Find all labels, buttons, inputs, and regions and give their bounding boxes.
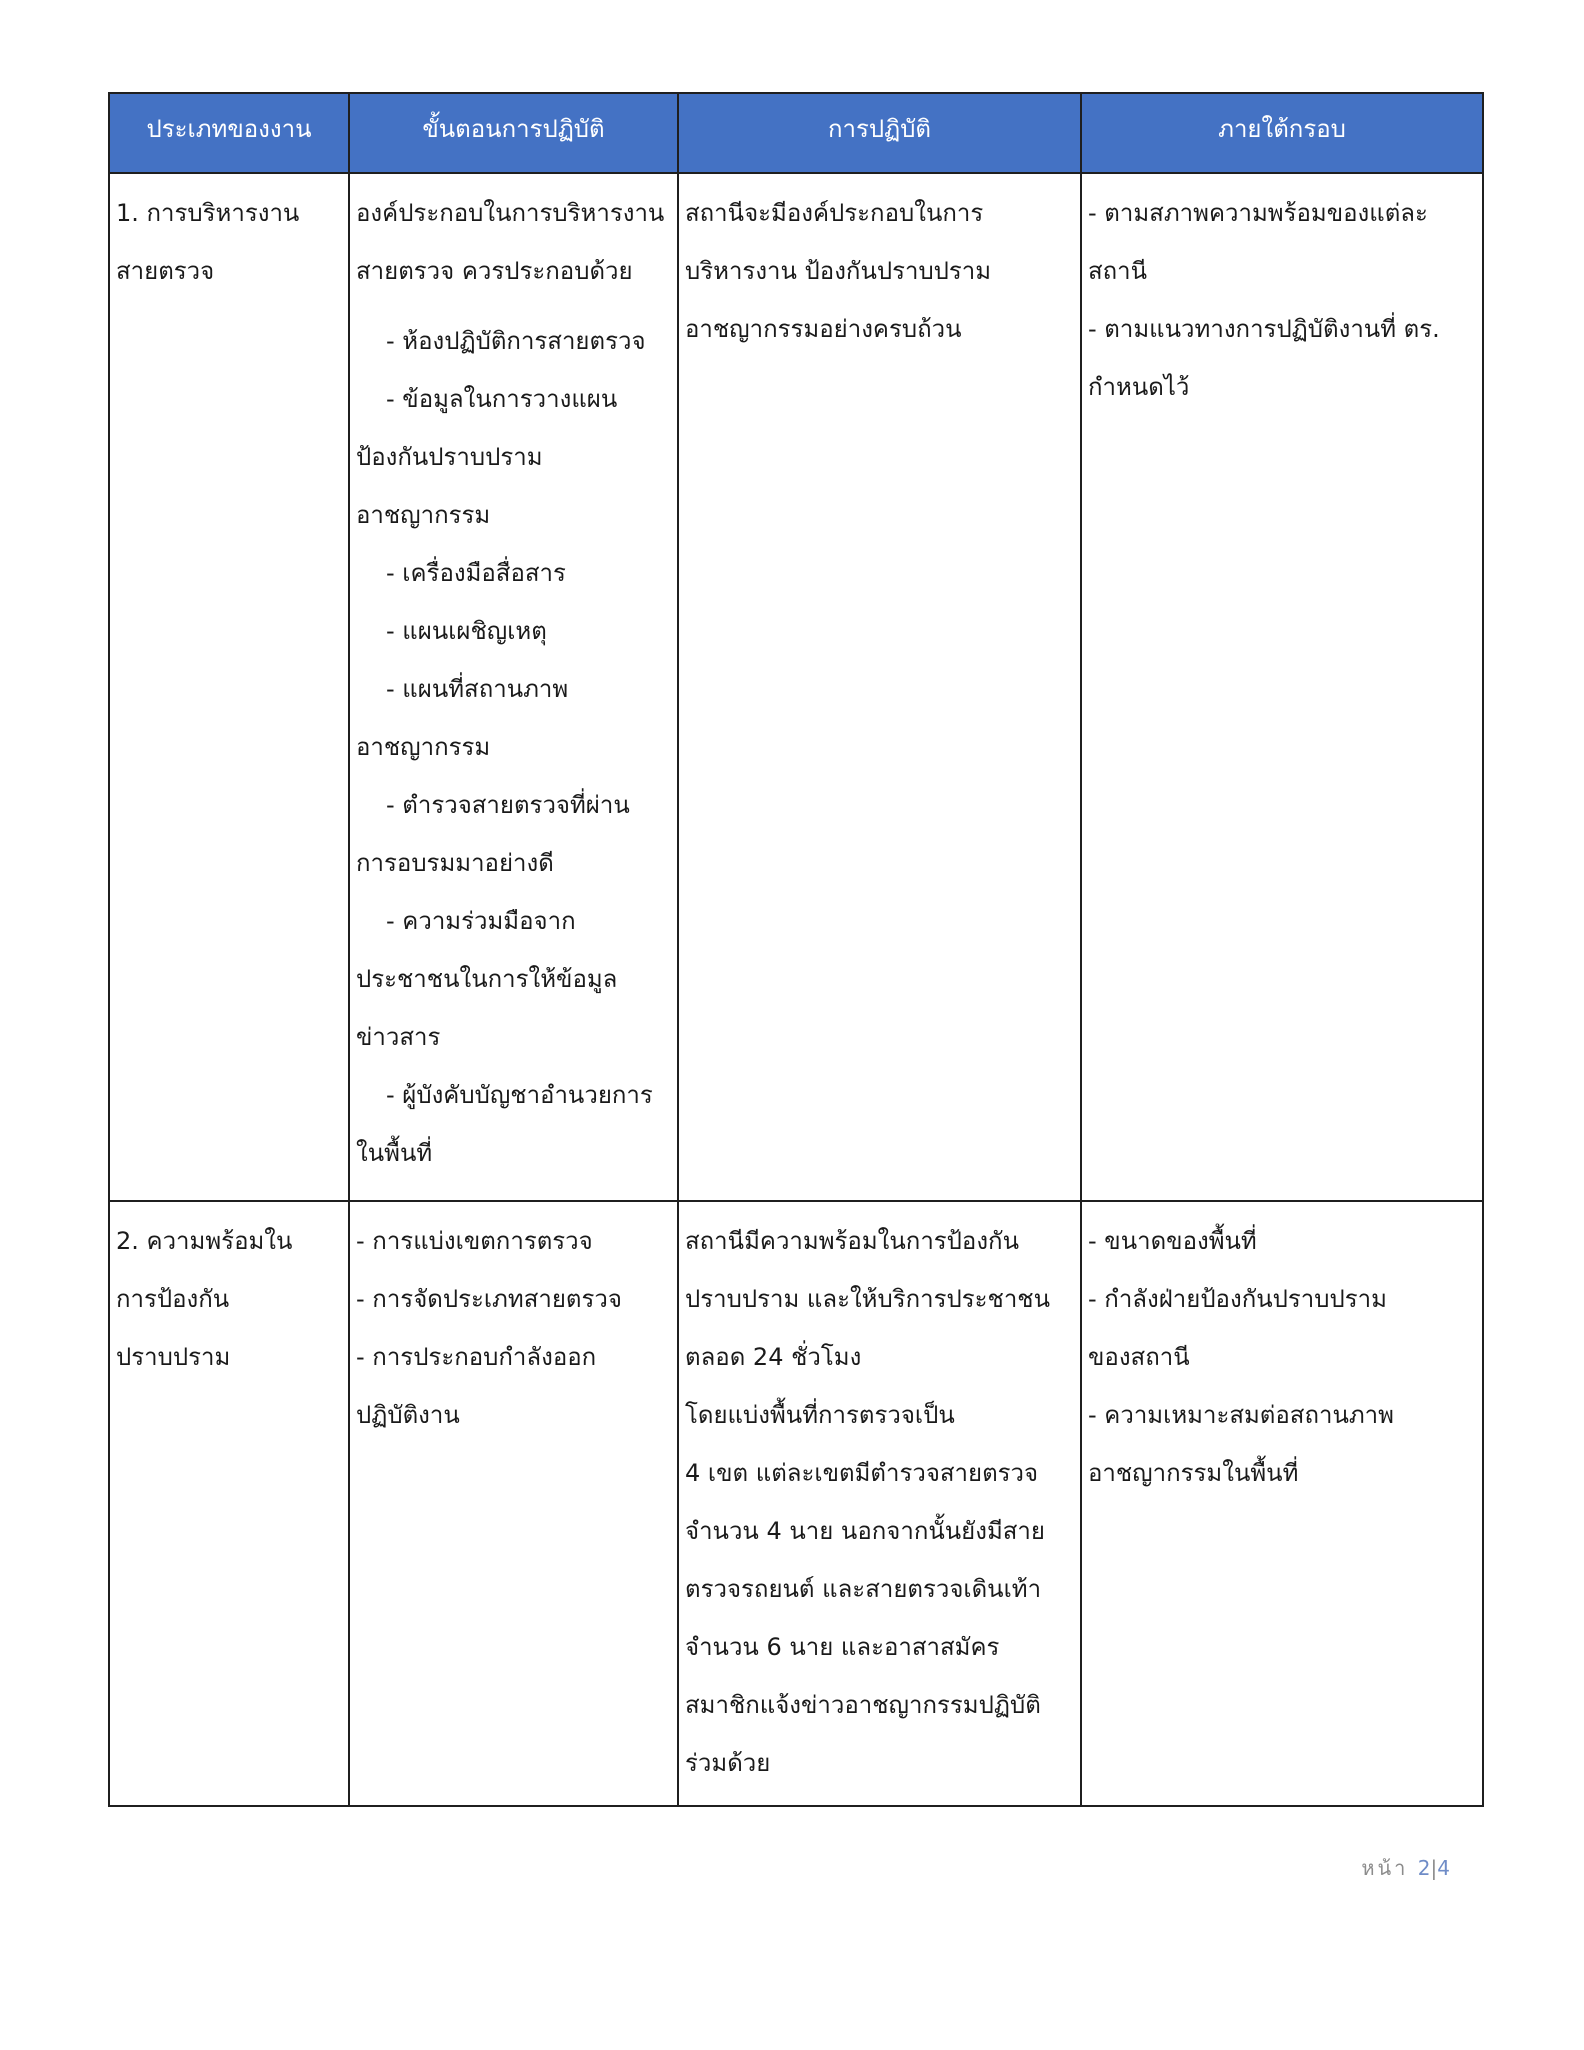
cell-text: - ขนาดของพื้นที่	[1088, 1227, 1257, 1255]
cell-text: 1. การบริหารงาน	[116, 199, 300, 227]
cell-text: - กำลังฝ่ายป้องกันปราบปราม	[1088, 1285, 1387, 1313]
cell-practice	[678, 173, 1081, 1201]
cell-practice	[678, 1201, 1081, 1806]
list-item-continuation: อาชญากรรม	[356, 733, 491, 761]
list-item: - เครื่องมือสื่อสาร	[386, 559, 566, 587]
cell-text: 4 เขต แต่ละเขตมีตำรวจสายตรวจ	[685, 1459, 1039, 1487]
table-row	[109, 1201, 1483, 1806]
header-framework: ภายใต้กรอบ	[1081, 93, 1483, 173]
cell-text: สถานีจะมีองค์ประกอบในการ	[685, 199, 984, 227]
cell-text: การป้องกัน	[116, 1285, 230, 1313]
list-item: - ข้อมูลในการวางแผน	[386, 385, 618, 413]
page-separator: |	[1430, 1856, 1438, 1880]
page-label: หน้า	[1361, 1856, 1409, 1880]
list-item-continuation: การอบรมมาอย่างดี	[356, 849, 554, 877]
cell-text: ของสถานี	[1088, 1343, 1190, 1371]
list-item: - ผู้บังคับบัญชาอำนวยการ	[386, 1081, 653, 1109]
procedure-table	[108, 92, 1484, 1807]
list-item-continuation: ป้องกันปราบปราม	[356, 443, 543, 471]
cell-text: โดยแบ่งพื้นที่การตรวจเป็น	[685, 1401, 955, 1429]
cell-text: สมาชิกแจ้งข่าวอาชญากรรมปฏิบัติ	[685, 1691, 1041, 1719]
list-item-continuation: ปฏิบัติงาน	[356, 1401, 460, 1429]
cell-text: ปราบปราม และให้บริการประชาชน	[685, 1285, 1050, 1313]
header-practice: การปฏิบัติ	[678, 93, 1081, 173]
cell-text: สถานี	[1088, 257, 1148, 285]
list-item-continuation: อาชญากรรม	[356, 501, 491, 529]
cell-text: สายตรวจ	[116, 257, 215, 285]
cell-text: ร่วมด้วย	[685, 1749, 771, 1777]
list-item: - ตำรวจสายตรวจที่ผ่าน	[386, 791, 630, 819]
list-item: - การแบ่งเขตการตรวจ	[356, 1227, 593, 1255]
page-number	[1330, 1852, 1450, 1884]
cell-text: องค์ประกอบในการบริหารงาน	[356, 199, 665, 227]
list-item: - แผนที่สถานภาพ	[386, 675, 569, 703]
cell-text: - ความเหมาะสมต่อสถานภาพ	[1088, 1401, 1394, 1429]
list-item-continuation: ในพื้นที่	[356, 1139, 433, 1167]
cell-text: ตรวจรถยนต์ และสายตรวจเดินเท้า	[685, 1575, 1042, 1603]
cell-text: - ตามแนวทางการปฏิบัติงานที่ ตร.	[1088, 315, 1440, 343]
cell-work-type	[109, 173, 349, 1201]
table-row	[109, 173, 1483, 1201]
list-item: - ห้องปฏิบัติการสายตรวจ	[386, 327, 646, 355]
cell-work-type	[109, 1201, 349, 1806]
table-header-row	[109, 93, 1483, 173]
header-work-type: ประเภทของงาน	[109, 93, 349, 173]
cell-text: - ตามสภาพความพร้อมของแต่ละ	[1088, 199, 1428, 227]
page-current: 2	[1417, 1856, 1431, 1880]
list-item: - ความร่วมมือจาก	[386, 907, 576, 935]
list-item: - แผนเผชิญเหตุ	[386, 617, 547, 645]
cell-framework	[1081, 1201, 1483, 1806]
cell-text: ตลอด 24 ชั่วโมง	[685, 1343, 862, 1371]
cell-text: อาชญากรรมอย่างครบถ้วน	[685, 315, 962, 343]
cell-text: ปราบปราม	[116, 1343, 231, 1371]
cell-text: บริหารงาน ป้องกันปราบปราม	[685, 257, 992, 285]
cell-text: อาชญากรรมในพื้นที่	[1088, 1459, 1299, 1487]
cell-text: กำหนดไว้	[1088, 373, 1190, 401]
cell-text: จำนวน 4 นาย นอกจากนั้นยังมีสาย	[685, 1517, 1045, 1545]
cell-procedure-steps	[349, 173, 678, 1201]
cell-procedure-steps	[349, 1201, 678, 1806]
list-item: - การประกอบกำลังออก	[356, 1343, 597, 1371]
list-item-continuation: ประชาชนในการให้ข้อมูล	[356, 965, 618, 993]
header-procedure-steps: ขั้นตอนการปฏิบัติ	[349, 93, 678, 173]
cell-text: สายตรวจ ควรประกอบด้วย	[356, 257, 633, 285]
cell-text: สถานีมีความพร้อมในการป้องกัน	[685, 1227, 1019, 1255]
page-total: 4	[1437, 1856, 1450, 1880]
list-item: - การจัดประเภทสายตรวจ	[356, 1285, 622, 1313]
cell-text: จำนวน 6 นาย และอาสาสมัคร	[685, 1633, 1000, 1661]
cell-framework	[1081, 173, 1483, 1201]
list-item-continuation: ข่าวสาร	[356, 1023, 441, 1051]
cell-text: 2. ความพร้อมใน	[116, 1227, 293, 1255]
